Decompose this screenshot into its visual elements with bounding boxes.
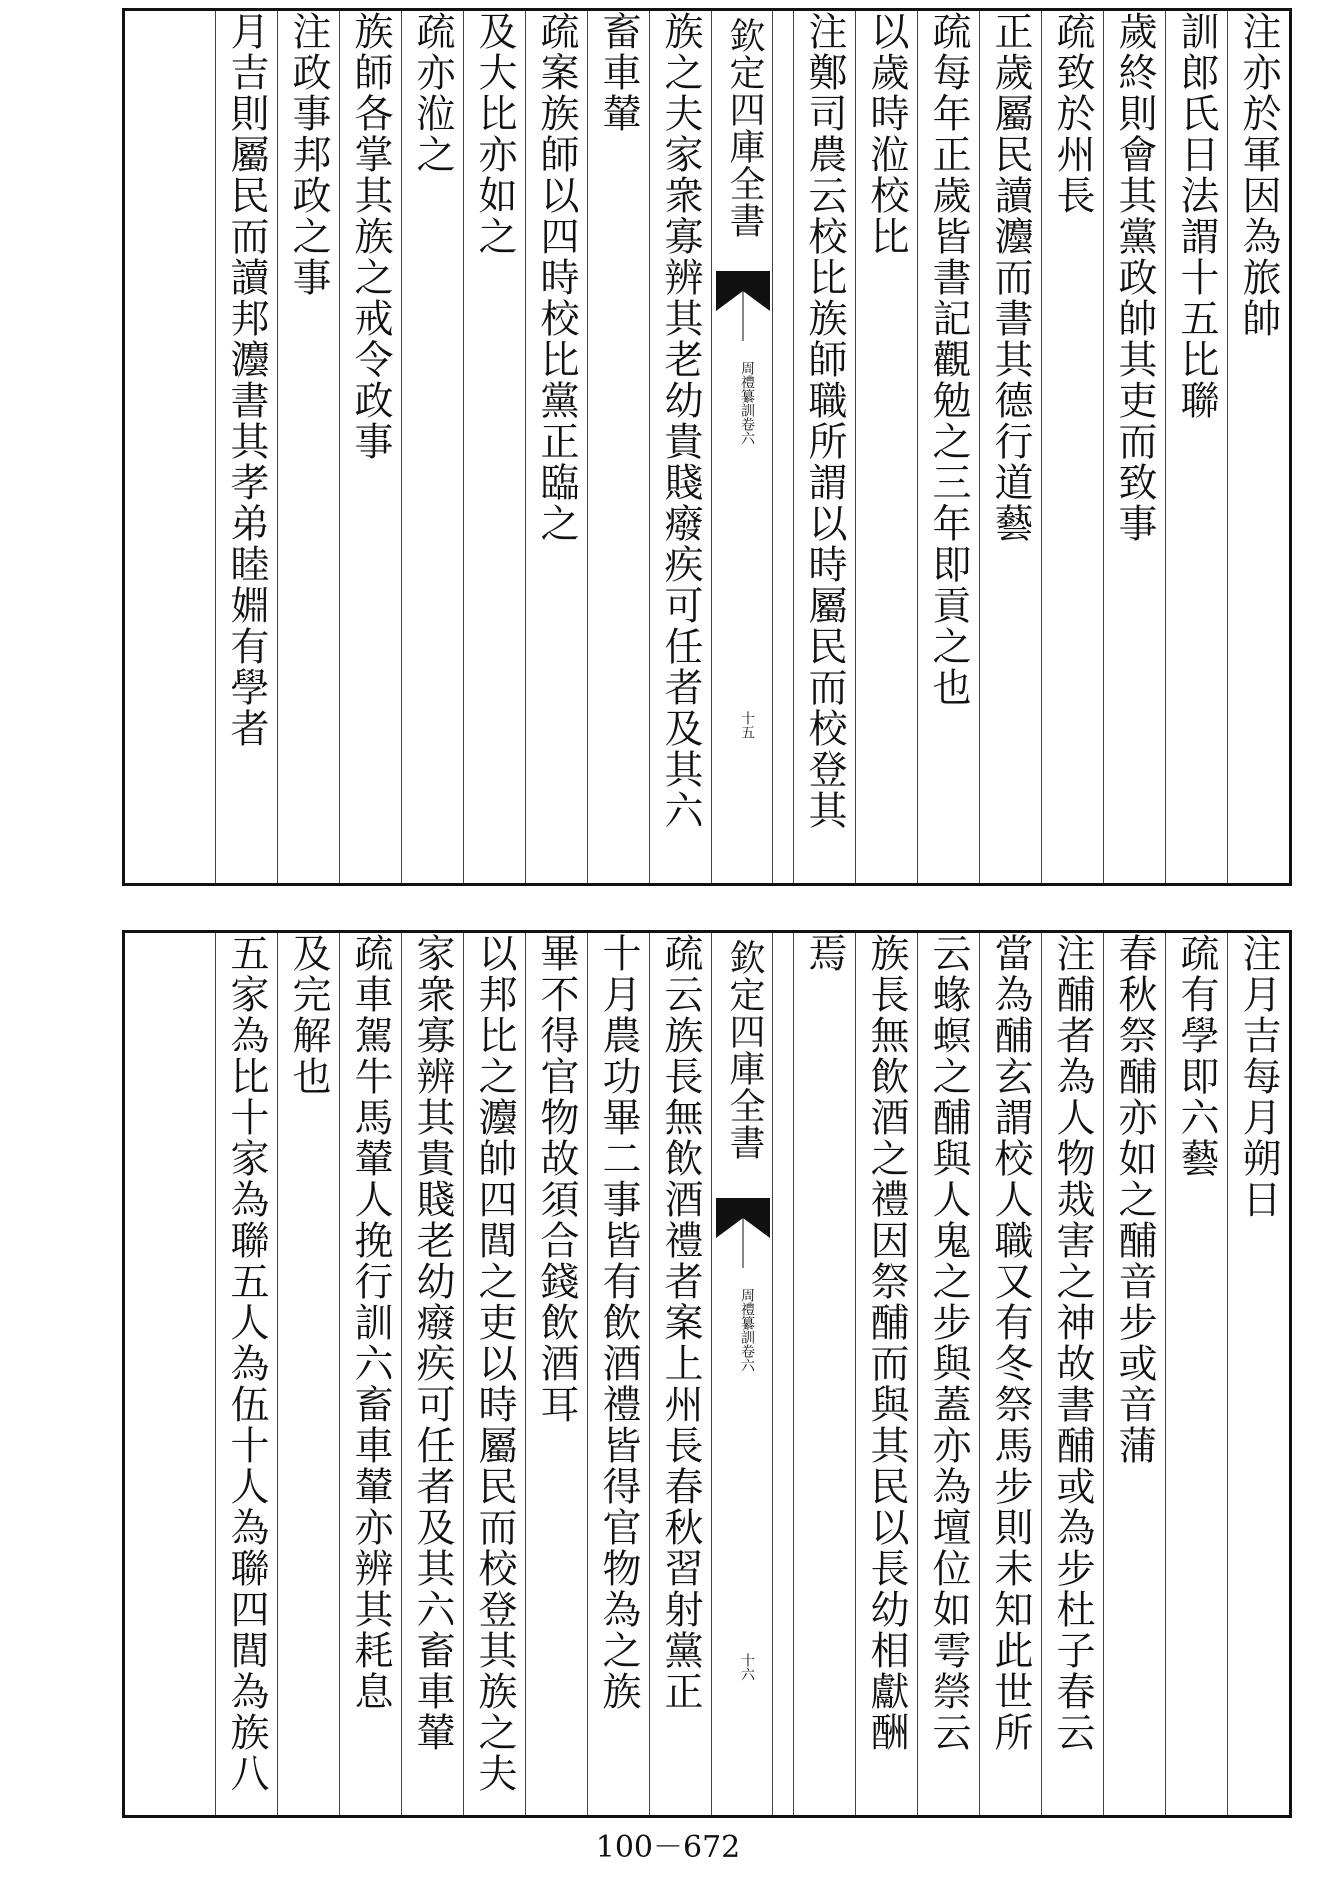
text-column: 畜車輦 [587,11,649,883]
text-column: 疏案族師以四時校比黨正臨之 [525,11,587,883]
text-column: 疏車駕牛馬輦人挽行訓六畜車輦亦辨其耗息 [339,933,401,1815]
text-column: 疏云族長無飲酒禮者案上州長春秋習射黨正 [649,933,711,1815]
text-column: 以歲時涖校比 [855,11,917,883]
text-column: 注酺者為人物烖害之神故書酺或為步杜子春云 [1041,933,1103,1815]
volume-label: 周禮纂訓卷六 [739,1288,755,1372]
text-column: 當為酺玄謂校人職又有冬祭馬步則未知此世所 [979,933,1041,1815]
text-column: 族之夫家衆寡辨其老幼貴賤癈疾可任者及其六 [649,11,711,883]
text-column: 春秋祭酺亦如之酺音步或音蒲 [1103,933,1165,1815]
text-column: 云蝝螟之酺與人鬼之步與蓋亦為壇位如雩禜云 [917,933,979,1815]
center-gutter [711,933,773,1815]
text-column: 家衆寡辨其貴賤老幼癈疾可任者及其六畜車輦 [401,933,463,1815]
text-column: 訓郎氏日法謂十五比聯 [1165,11,1227,883]
text-column: 疏有學即六藝 [1165,933,1227,1815]
book-title: 欽定四庫全書 [724,939,765,1161]
text-column: 注政事邦政之事 [277,11,339,883]
leaf-number: 十六 [739,1653,755,1681]
text-column: 歲終則會其黨政帥其吏而致事 [1103,11,1165,883]
text-column: 注亦於軍因為旅帥 [1227,11,1289,883]
text-column: 月吉則屬民而讀邦灋書其孝弟睦婣有學者 [215,11,277,883]
text-column: 正歲屬民讀灋而書其德行道藝 [979,11,1041,883]
center-gutter [711,11,773,883]
text-column: 及大比亦如之 [463,11,525,883]
text-column: 疏亦涖之 [401,11,463,883]
text-column: 疏致於州長 [1041,11,1103,883]
text-column: 注鄭司農云校比族師職所謂以時屬民而校登其 [793,11,855,883]
page-number: 100－672 [595,1830,741,1865]
fishtail-mark-icon [716,271,770,341]
bottom-text-columns [125,933,1289,1815]
text-column: 注月吉每月朔日 [1227,933,1289,1815]
text-column: 畢不得官物故須合錢飲酒耳 [525,933,587,1815]
text-column: 族師各掌其族之戒令政事 [339,11,401,883]
text-column: 十月農功畢二事皆有飲酒禮皆得官物為之族 [587,933,649,1815]
bottom-page-panel [122,930,1292,1818]
leaf-number: 十五 [739,711,755,739]
fishtail-mark-icon [716,1198,770,1268]
text-column: 五家為比十家為聯五人為伍十人為聯四閭為族八 [215,933,277,1815]
book-title: 欽定四庫全書 [724,17,765,239]
text-column: 焉 [793,933,855,1815]
text-column: 及完解也 [277,933,339,1815]
text-column: 以邦比之灋帥四閭之吏以時屬民而校登其族之夫 [463,933,525,1815]
text-column: 疏每年正歲皆書記觀勉之三年即貢之也 [917,11,979,883]
top-text-columns [125,11,1289,883]
text-column: 族長無飲酒之禮因祭酺而與其民以長幼相獻酬 [855,933,917,1815]
top-page-panel [122,8,1292,886]
volume-label: 周禮纂訓卷六 [739,361,755,445]
